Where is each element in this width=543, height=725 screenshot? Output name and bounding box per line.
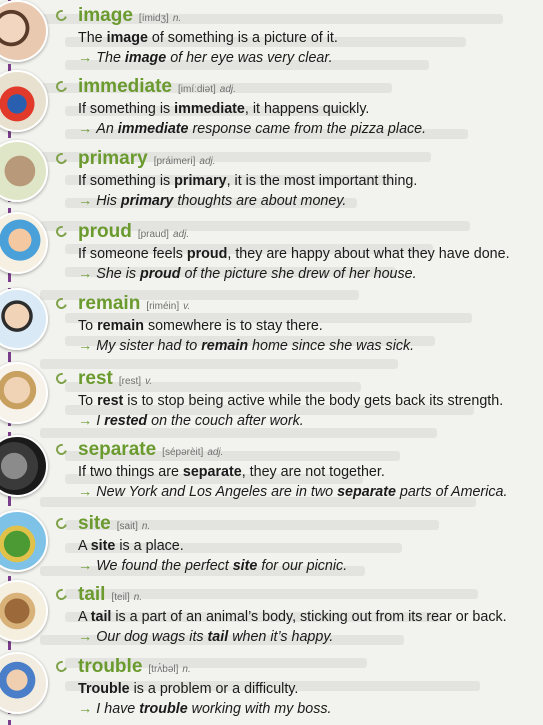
example-sentence	[78, 119, 536, 139]
text-run: The	[96, 50, 125, 66]
keyword-bold: trouble	[139, 701, 188, 717]
illustration-rail	[0, 0, 52, 725]
entry-heading	[78, 438, 536, 462]
entry-heading	[78, 75, 536, 99]
text-run: when it’s happy.	[228, 629, 334, 645]
city-buildings-illustration	[0, 435, 48, 497]
text-run: If something is	[78, 101, 175, 117]
definition	[78, 28, 536, 48]
text-run: somewhere is to stay there.	[143, 318, 323, 334]
pronunciation: [ímidʒ]	[138, 13, 169, 24]
arrow-right-icon: →	[78, 193, 93, 209]
part-of-speech: v.	[183, 301, 191, 312]
scooter-illustration	[0, 70, 48, 132]
keyword-bold: proud	[140, 266, 181, 282]
arrow-right-icon: →	[78, 338, 93, 354]
headword: proud	[78, 221, 132, 242]
bullet-icon	[54, 587, 69, 602]
example-sentence	[78, 411, 536, 431]
example-sentence	[78, 556, 536, 576]
pronunciation: [riméin]	[146, 301, 180, 312]
text-run: A	[78, 538, 91, 554]
bullet-icon	[54, 151, 69, 166]
definition	[78, 244, 536, 264]
text-run: , it happens quickly.	[244, 101, 370, 117]
keyword-bold: proud	[186, 246, 228, 262]
text-run: I	[96, 413, 105, 429]
part-of-speech: n.	[182, 664, 191, 675]
arrow-right-icon: →	[78, 266, 93, 282]
headword: remain	[78, 293, 141, 314]
part-of-speech: n.	[141, 521, 151, 532]
part-of-speech: adj.	[219, 84, 236, 95]
resting-woman-illustration	[0, 362, 48, 424]
example-sentence	[78, 627, 536, 647]
money-thoughts-illustration	[0, 140, 48, 202]
text-run: response came from the pizza place.	[188, 121, 427, 137]
keyword-bold: site	[232, 558, 258, 574]
headword: primary	[78, 148, 148, 169]
text-run: of her eye was very clear.	[166, 50, 333, 66]
definition	[78, 462, 536, 482]
entry-heading	[78, 655, 536, 679]
text-run: An	[96, 121, 118, 137]
bullet-icon	[54, 371, 69, 386]
text-run: is a part of an animal’s body, sticking out from its rear or back.	[111, 609, 507, 625]
headword: immediate	[78, 76, 172, 97]
bullet-icon	[54, 516, 69, 531]
keyword-bold: rested	[104, 413, 148, 429]
text-run: home since she was sick.	[248, 338, 415, 354]
part-of-speech: adj.	[172, 229, 190, 240]
arrow-right-icon: →	[78, 50, 93, 66]
part-of-speech: adj.	[207, 447, 224, 458]
keyword-bold: rest	[97, 393, 124, 409]
definition	[78, 391, 536, 411]
dog-tail-illustration	[0, 580, 48, 642]
entry-immediate	[56, 75, 536, 139]
keyword-bold: immediate	[117, 121, 189, 137]
entry-heading	[78, 4, 536, 28]
headword: rest	[78, 368, 113, 389]
pronunciation: [rest]	[118, 376, 142, 387]
keyword-bold: primary	[120, 193, 174, 209]
entry-primary	[56, 147, 536, 211]
definition	[78, 536, 536, 556]
keyword-bold: image	[124, 50, 167, 66]
text-run: of the picture she drew of her house.	[180, 266, 417, 282]
text-run: is a problem or a difficulty.	[129, 681, 299, 697]
text-run: of something is a picture of it.	[147, 30, 338, 46]
keyword-bold: remain	[97, 318, 144, 334]
headword: separate	[78, 439, 157, 460]
example-sentence	[78, 482, 536, 502]
keyword-bold: site	[90, 538, 116, 554]
definition	[78, 607, 536, 627]
part-of-speech: n.	[133, 592, 143, 603]
keyword-bold: image	[106, 30, 148, 46]
entry-heading	[78, 292, 536, 316]
text-run: is to stop being active while the body gets back its strength.	[123, 393, 504, 409]
text-run: His	[96, 193, 121, 209]
keyword-bold: remain	[201, 338, 249, 354]
bullet-icon	[54, 442, 69, 457]
keyword-bold: primary	[174, 173, 227, 189]
arrow-right-icon: →	[78, 413, 93, 429]
text-run: New York and Los Angeles are in two	[96, 484, 338, 500]
text-run: , they are not together.	[241, 464, 385, 480]
bullet-icon	[54, 296, 69, 311]
text-run: We found the perfect	[96, 558, 233, 574]
text-run: is a place.	[115, 538, 184, 554]
entry-heading	[78, 220, 536, 244]
entry-separate	[56, 438, 536, 502]
part-of-speech: v.	[145, 376, 153, 387]
definition	[78, 171, 536, 191]
entry-heading	[78, 367, 536, 391]
keyword-bold: tail	[90, 609, 112, 625]
text-run: on the couch after work.	[147, 413, 304, 429]
headword: tail	[78, 584, 106, 605]
text-run: working with my boss.	[187, 701, 332, 717]
arrow-right-icon: →	[78, 701, 93, 717]
example-sentence	[78, 48, 536, 68]
arrow-right-icon: →	[78, 558, 93, 574]
example-sentence	[78, 191, 536, 211]
text-run: She is	[96, 266, 141, 282]
keyword-bold: separate	[337, 484, 396, 500]
example-sentence	[78, 336, 536, 356]
definition	[78, 679, 536, 699]
keyword-bold: tail	[207, 629, 229, 645]
picnic-site-illustration	[0, 510, 48, 572]
text-run: A	[78, 609, 91, 625]
bullet-icon	[54, 224, 69, 239]
definition	[78, 99, 536, 119]
text-run: To	[78, 393, 98, 409]
pronunciation: [imíːdiət]	[177, 84, 216, 95]
text-run: If someone feels	[78, 246, 187, 262]
headword: image	[78, 5, 133, 26]
arrow-right-icon: →	[78, 629, 93, 645]
headword: site	[78, 513, 111, 534]
text-run: , it is the most important thing.	[226, 173, 418, 189]
sick-girl-illustration	[0, 288, 48, 350]
eye-illustration	[0, 0, 48, 62]
entry-rest	[56, 367, 536, 431]
pronunciation: [práimeri]	[153, 156, 196, 167]
entry-heading	[78, 583, 536, 607]
entry-image	[56, 4, 536, 68]
example-sentence	[78, 264, 536, 284]
part-of-speech: n.	[172, 13, 182, 24]
bullet-icon	[54, 8, 69, 23]
pronunciation: [sépərèit]	[162, 447, 204, 458]
text-run: The	[78, 30, 107, 46]
pronunciation: [praud]	[137, 229, 169, 240]
text-run: parts of America.	[395, 484, 508, 500]
house-drawing-illustration	[0, 212, 48, 274]
arrow-right-icon: →	[78, 484, 93, 500]
arrow-right-icon: →	[78, 121, 93, 137]
pronunciation: [trʌ́bəl]	[148, 664, 179, 675]
pronunciation: [sait]	[116, 521, 138, 532]
text-run: Our dog wags its	[96, 629, 208, 645]
trouble-boss-illustration	[0, 652, 48, 714]
entry-remain	[56, 292, 536, 356]
headword: trouble	[78, 656, 143, 677]
text-run: If something is	[78, 173, 175, 189]
entry-trouble	[56, 655, 536, 719]
entry-site	[56, 512, 536, 576]
part-of-speech: adj.	[199, 156, 216, 167]
entry-proud	[56, 220, 536, 284]
keyword-bold: immediate	[174, 101, 245, 117]
text-run: My sister had to	[96, 338, 202, 354]
bullet-icon	[54, 659, 69, 674]
entry-heading	[78, 147, 536, 171]
text-run: To	[78, 318, 98, 334]
text-run: thoughts are about money.	[173, 193, 347, 209]
definition	[78, 316, 536, 336]
entry-tail	[56, 583, 536, 647]
pronunciation: [teil]	[111, 592, 130, 603]
keyword-bold: separate	[182, 464, 242, 480]
text-run: If two things are	[78, 464, 183, 480]
keyword-bold: Trouble	[78, 681, 130, 697]
text-run: for our picnic.	[257, 558, 348, 574]
bullet-icon	[54, 79, 69, 94]
example-sentence	[78, 699, 536, 719]
entry-heading	[78, 512, 536, 536]
text-run: I have	[96, 701, 140, 717]
text-run: , they are happy about what they have done.	[227, 246, 510, 262]
